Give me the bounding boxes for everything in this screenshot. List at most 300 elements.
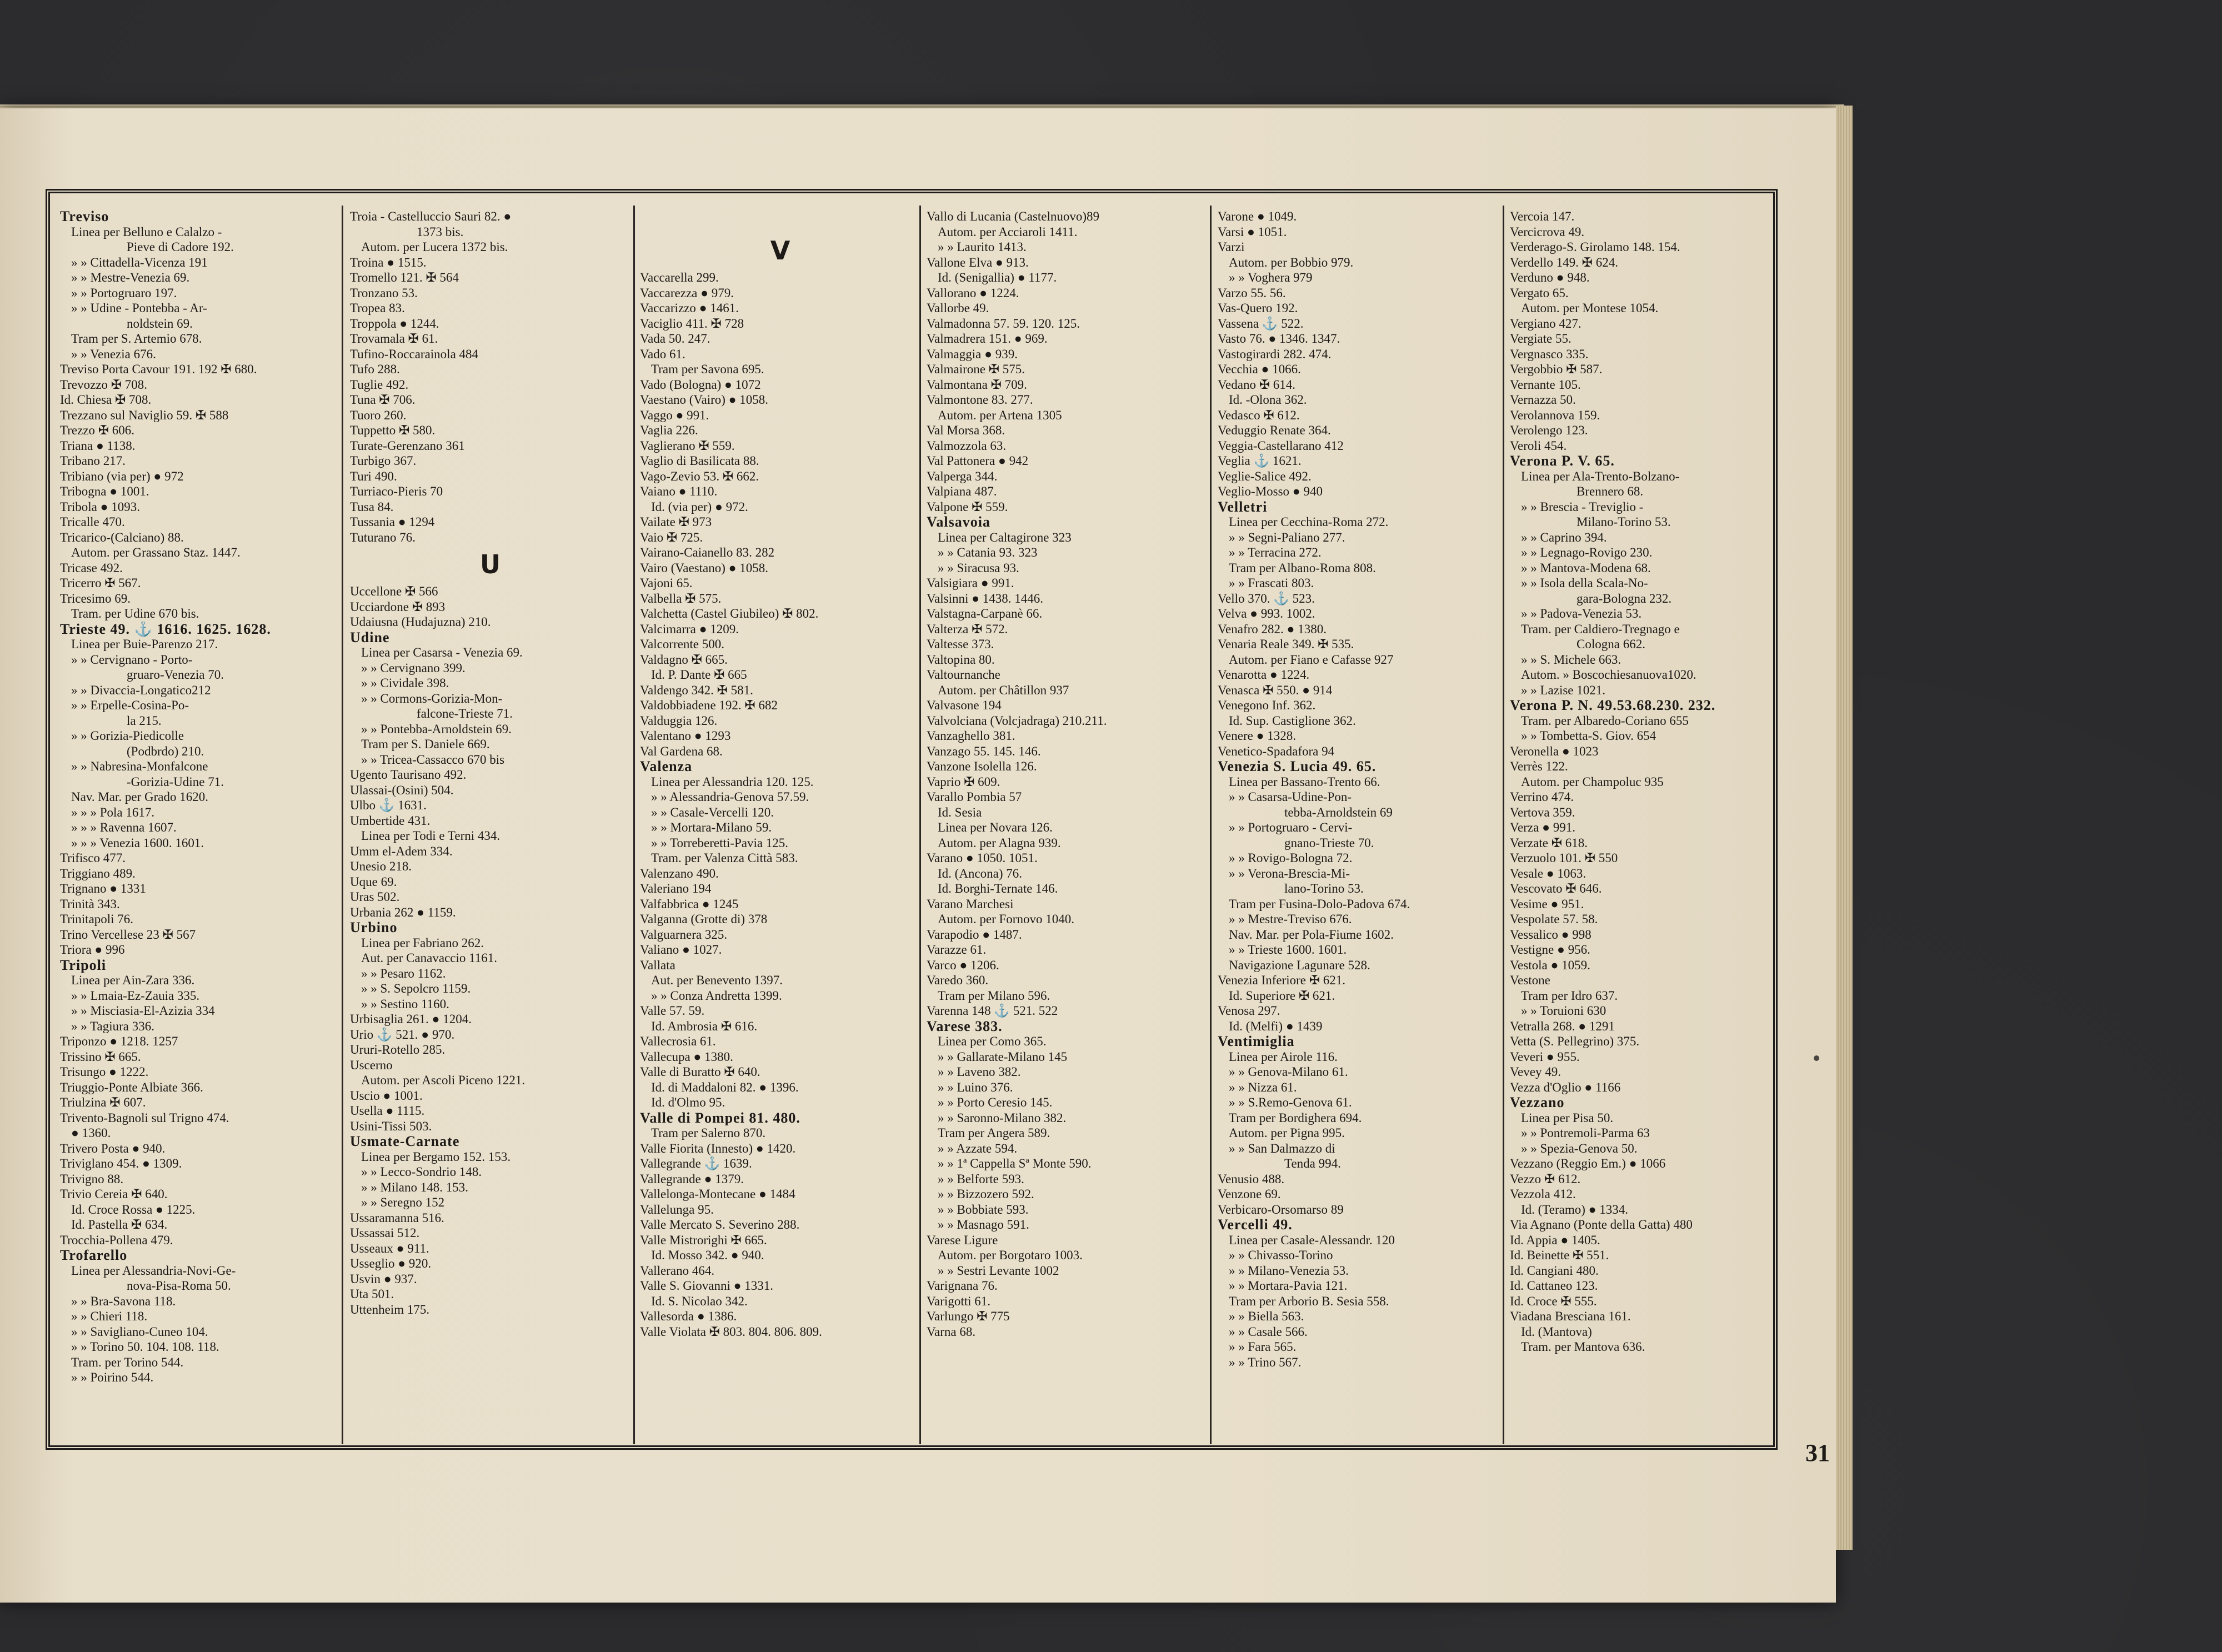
index-entry: Vaciglio 411. ✠ 728 (640, 316, 744, 331)
index-entry: Vanzago 55. 145. 146. (927, 744, 1041, 758)
index-entry: Venosa 297. (1218, 1004, 1280, 1018)
index-entry: Id. Pastella ✠ 634. (71, 1218, 168, 1232)
index-entry: Triuggio-Ponte Albiate 366. (60, 1080, 203, 1094)
entry-heading: Ventimiglia (1218, 1034, 1295, 1049)
index-entry: Venzone 69. (1218, 1187, 1281, 1201)
index-entry: » » Casale-Vercelli 120. (651, 805, 774, 819)
index-entry: Valpiana 487. (927, 484, 997, 498)
index-entry: » » Sestri Levante 1002 (938, 1263, 1059, 1278)
index-entry: gnano-Trieste 70. (1284, 835, 1374, 850)
index-entry: Tricase 492. (60, 560, 123, 575)
index-entry: Tuppetto ✠ 580. (350, 423, 436, 437)
index-entry: Valeriano 194 (640, 882, 712, 895)
index-entry: Valmaggia ● 939. (927, 347, 1018, 361)
index-entry: » » Nizza 61. (1229, 1080, 1297, 1094)
index-entry: » » Cittadella-Vicenza 191 (71, 255, 208, 269)
index-entry: Autom. » Boscochiesanuova1020. (1521, 668, 1696, 682)
index-entry: Tufo 288. (350, 362, 400, 376)
index-entry: Linea per Todi e Terni 434. (361, 829, 501, 843)
index-entry: » » Fara 565. (1229, 1340, 1297, 1354)
index-entry: » » Tombetta-S. Giov. 654 (1521, 729, 1657, 743)
index-entry: Tram. per Mantova 636. (1521, 1340, 1645, 1354)
index-entry: » » Mestre-Treviso 676. (1229, 912, 1352, 926)
index-entry: Vedano ✠ 614. (1218, 377, 1295, 392)
index-entry: Ulassai-(Osini) 504. (350, 783, 454, 797)
entry-heading: Verona P. N. 49.53.68.230. 232. (1510, 698, 1716, 713)
entry-heading: Tripoli (60, 957, 107, 973)
index-entry: » » Alessandria-Genova 57.59. (651, 790, 809, 804)
column-rule (1210, 206, 1212, 1444)
index-entry: Venusio 488. (1218, 1172, 1285, 1186)
index-entry: Valcimarra ● 1209. (640, 622, 739, 636)
index-entry: Uccellone ✠ 566 (350, 584, 438, 598)
index-entry: » » San Dalmazzo di (1229, 1141, 1335, 1155)
index-entry: » » Trieste 1600. 1601. (1229, 943, 1347, 957)
index-entry: Id. Sesia (938, 805, 982, 819)
index-entry: » » Isola della Scala-No- (1521, 576, 1648, 590)
index-entry: Vescovato ✠ 646. (1510, 882, 1602, 895)
index-entry: Trivigno 88. (60, 1172, 124, 1186)
index-entry: Tribiano (via per) ● 972 (60, 469, 184, 483)
index-entry: Vestone (1510, 973, 1550, 987)
index-entry: » » Cervignano - Porto- (71, 652, 193, 667)
index-entry: Veduggio Renate 364. (1218, 423, 1331, 437)
index-entry: Vercicrova 49. (1510, 224, 1585, 239)
index-entry: Valsinni ● 1438. 1446. (927, 591, 1044, 605)
index-entry: Varigotti 61. (927, 1294, 990, 1308)
index-entry: Id. Mosso 342. ● 940. (651, 1248, 764, 1262)
index-entry: » » S.Remo-Genova 61. (1229, 1095, 1352, 1109)
index-entry: Id. Cangiani 480. (1510, 1263, 1599, 1278)
index-entry: Valvolciana (Volcjadraga) 210.211. (927, 713, 1107, 728)
index-entry: Verolengo 123. (1510, 423, 1588, 437)
entry-heading: Valsavoia (927, 514, 990, 530)
index-entry: Vaprio ✠ 609. (927, 774, 1000, 789)
index-entry: Id. Croce Rossa ● 1225. (71, 1202, 196, 1217)
index-entry: Verolannova 159. (1510, 408, 1600, 422)
index-entry: lano-Torino 53. (1284, 882, 1364, 895)
index-entry: nova-Pisa-Roma 50. (127, 1279, 231, 1293)
index-entry: Valle Mistrorighi ✠ 665. (640, 1233, 767, 1247)
index-entry: Valtopina 80. (927, 652, 995, 667)
index-entry: » » Casale 566. (1229, 1324, 1308, 1339)
index-entry: Autom. per Montese 1054. (1521, 301, 1659, 315)
index-entry: Id. (Mantova) (1521, 1324, 1592, 1339)
index-entry: » » Siracusa 93. (938, 560, 1019, 575)
index-entry: Val Morsa 368. (927, 423, 1005, 437)
index-entry: Trisungo ● 1222. (60, 1065, 149, 1079)
index-entry: Vallo di Lucania (Castelnuovo)89 (927, 209, 1100, 223)
index-entry: Venegono Inf. 362. (1218, 698, 1316, 712)
index-entry: » » Mantova-Modena 68. (1521, 560, 1651, 575)
index-entry: Cologna 662. (1577, 637, 1645, 651)
index-entry: Vallorbe 49. (927, 301, 989, 315)
index-entry: Vaglio di Basilicata 88. (640, 454, 759, 468)
index-entry: Tricesimo 69. (60, 591, 131, 605)
index-entry: Autom. per Acciaroli 1411. (938, 224, 1078, 239)
index-entry: Triana ● 1138. (60, 438, 136, 453)
index-entry: Vallelunga 95. (640, 1202, 714, 1217)
index-entry: Trissino ✠ 665. (60, 1049, 141, 1064)
index-entry: Valcorrente 500. (640, 637, 724, 651)
index-entry: Usvin ● 937. (350, 1271, 417, 1286)
index-entry: Valmairone ✠ 575. (927, 362, 1025, 376)
index-entry: Vessalico ● 998 (1510, 927, 1592, 942)
index-entry: » » Laveno 382. (938, 1065, 1021, 1079)
index-entry: Vaglia 226. (640, 423, 698, 437)
index-entry: Urio ⚓ 521. ● 970. (350, 1027, 455, 1042)
index-entry: Venere ● 1328. (1218, 729, 1296, 743)
index-entry: » » Luino 376. (938, 1080, 1013, 1094)
index-entry: Tuturano 76. (350, 530, 416, 544)
index-entry: Linea per Belluno e Calalzo - (71, 224, 222, 239)
index-entry: Vergnasco 335. (1510, 347, 1589, 361)
index-entry: Turbigo 367. (350, 454, 417, 468)
index-entry: » » Mortara-Milano 59. (651, 820, 772, 834)
index-entry: Turriaco-Pieris 70 (350, 484, 443, 498)
index-entry: » » S. Michele 663. (1521, 652, 1622, 667)
index-entry: Id. S. Nicolao 342. (651, 1294, 748, 1308)
index-entry: Valtournanche (927, 668, 1000, 682)
index-entry: Linea per Casale-Alessandr. 120 (1229, 1233, 1395, 1247)
index-entry: Valdengo 342. ✠ 581. (640, 683, 753, 697)
index-entry: Vado (Bologna) ● 1072 (640, 377, 761, 392)
index-entry: Vaglierano ✠ 559. (640, 438, 735, 453)
index-entry: Linea per Casarsa - Venezia 69. (361, 645, 523, 659)
page-number: 31 (1805, 1439, 1830, 1466)
index-entry: Vercoia 147. (1510, 209, 1575, 223)
index-entry: Val Pattonera ● 942 (927, 454, 1029, 468)
index-entry: Ucciardone ✠ 893 (350, 599, 446, 614)
index-entry: Valmontone 83. 277. (927, 393, 1033, 407)
index-entry: Tribogna ● 1001. (60, 484, 149, 498)
index-entry: Verderago-S. Girolamo 148. 154. (1510, 240, 1680, 254)
index-entry: Varsi ● 1051. (1218, 224, 1287, 239)
index-entry: » » Voghera 979 (1229, 271, 1313, 284)
index-entry: Autom. per Ascoli Piceno 1221. (361, 1073, 526, 1087)
index-entry: » » Poirino 544. (71, 1370, 154, 1384)
index-entry: Tusa 84. (350, 499, 394, 514)
entry-heading: Velletri (1218, 499, 1268, 514)
index-entry: » » Conza Andretta 1399. (651, 988, 782, 1003)
index-column-4 (927, 209, 1207, 1442)
index-entry: Vezza d'Oglio ● 1166 (1510, 1080, 1621, 1094)
index-entry: Vaio ✠ 725. (640, 530, 703, 544)
index-entry: » » Portogruaro - Cervi- (1229, 820, 1353, 834)
index-entry: Venezia Inferiore ✠ 621. (1218, 973, 1345, 987)
index-entry: ● 1360. (71, 1126, 111, 1140)
index-entry: Vetta (S. Pellegrino) 375. (1510, 1034, 1640, 1048)
index-entry: Linea per Airole 116. (1229, 1049, 1338, 1064)
index-entry: Via Agnano (Ponte della Gatta) 480 (1510, 1218, 1693, 1232)
entry-heading: Trofarello (60, 1248, 128, 1263)
index-entry: Tram per S. Daniele 669. (361, 737, 490, 751)
index-entry: Valle Mercato S. Severino 288. (640, 1218, 800, 1232)
index-entry: Id. Appia ● 1405. (1510, 1233, 1600, 1247)
index-entry: Varedo 360. (927, 973, 989, 987)
index-entry: Tram per Angera 589. (938, 1126, 1050, 1140)
index-entry: Trivero Posta ● 940. (60, 1141, 166, 1155)
index-column-6 (1510, 209, 1790, 1442)
index-entry: Tussania ● 1294 (350, 515, 435, 529)
index-entry: Trino Vercellese 23 ✠ 567 (60, 927, 196, 942)
index-entry: Troppola ● 1244. (350, 316, 439, 331)
index-entry: » » Portogruaro 197. (71, 286, 177, 300)
index-entry: Vajoni 65. (640, 576, 693, 590)
index-entry: Udaiusna (Hudajuzna) 210. (350, 615, 491, 629)
index-entry: Vello 370. ⚓ 523. (1218, 591, 1315, 605)
index-entry: Tricalle 470. (60, 515, 125, 529)
index-entry: » » Biella 563. (1229, 1309, 1304, 1323)
index-entry: Varignana 76. (927, 1279, 998, 1293)
index-entry: Tricerro ✠ 567. (60, 576, 141, 590)
index-entry: » » Segni-Paliano 277. (1229, 530, 1345, 544)
index-entry: Troina ● 1515. (350, 255, 427, 269)
index-entry: Tram per Savona 695. (651, 362, 764, 376)
index-entry: Tram. per Torino 544. (71, 1355, 184, 1369)
index-column-5 (1218, 209, 1498, 1442)
index-entry: Varzo 55. 56. (1218, 286, 1286, 300)
index-entry: Valle Violata ✠ 803. 804. 806. 809. (640, 1324, 822, 1339)
index-entry: Val Gardena 68. (640, 744, 723, 758)
index-entry: Valentano ● 1293 (640, 729, 731, 743)
index-entry: Venarotta ● 1224. (1218, 668, 1310, 682)
index-entry: Vestigne ● 956. (1510, 943, 1590, 957)
index-entry: Id. d'Olmo 95. (651, 1095, 725, 1109)
section-letter: U (479, 549, 501, 579)
index-entry: Triora ● 996 (60, 943, 125, 957)
index-entry: Linea per Pisa 50. (1521, 1110, 1614, 1125)
index-entry: Id. Sup. Castiglione 362. (1229, 713, 1356, 728)
index-entry: Valfabbrica ● 1245 (640, 897, 739, 911)
index-entry: Vergato 65. (1510, 286, 1569, 300)
index-entry: Ulbo ⚓ 1631. (350, 798, 427, 812)
index-entry: Valmozzola 63. (927, 438, 1007, 453)
index-entry: » » Savigliano-Cuneo 104. (71, 1324, 208, 1339)
index-entry: Linea per Bassano-Trento 66. (1229, 774, 1380, 789)
index-entry: Tribano 217. (60, 454, 126, 468)
column-rule (342, 206, 343, 1444)
index-entry: Verbicaro-Orsomarso 89 (1218, 1202, 1344, 1217)
index-entry: Valguarnera 325. (640, 927, 728, 942)
index-entry: Valterza ✠ 572. (927, 622, 1008, 636)
index-entry: Valdagno ✠ 665. (640, 652, 728, 667)
index-entry: Urbisaglia 261. ● 1204. (350, 1012, 472, 1026)
index-entry: Uque 69. (350, 874, 397, 889)
index-entry: » » S. Sepolcro 1159. (361, 982, 471, 995)
index-entry: Id. -Olona 362. (1229, 393, 1307, 407)
index-entry: Vesime ● 951. (1510, 897, 1584, 911)
index-entry: » » Toruioni 630 (1521, 1004, 1607, 1018)
index-entry: Linea per Fabriano 262. (361, 935, 484, 950)
index-entry: » » Lecco-Sondrio 148. (361, 1165, 482, 1179)
index-entry: Id. Chiesa ✠ 708. (60, 393, 152, 407)
index-entry: Nav. Mar. per Grado 1620. (71, 790, 208, 804)
index-entry: Tuoro 260. (350, 408, 407, 422)
index-entry: Tram per Salerno 870. (651, 1126, 766, 1140)
page-stack-edge (1836, 106, 1853, 1550)
index-entry: Id. (via per) ● 972. (651, 499, 748, 514)
index-entry: Verza ● 991. (1510, 820, 1575, 834)
index-entry: Varna 68. (927, 1324, 976, 1339)
index-entry: Linea per Alessandria 120. 125. (651, 774, 814, 789)
index-entry: Usini-Tissi 503. (350, 1119, 432, 1133)
index-entry: Vertova 359. (1510, 805, 1575, 819)
index-entry: » » Gallarate-Milano 145 (938, 1049, 1068, 1064)
index-entry: Autom. per Artena 1305 (938, 408, 1062, 422)
index-entry: Id. Borghi-Ternate 146. (938, 882, 1058, 895)
index-entry: » » Torino 50. 104. 108. 118. (71, 1340, 219, 1354)
index-entry: Trezzano sul Naviglio 59. ✠ 588 (60, 408, 229, 422)
index-entry: Autom. per Bobbio 979. (1229, 255, 1354, 269)
index-entry: Uta 501. (350, 1287, 394, 1301)
index-entry: Valle 57. 59. (640, 1004, 705, 1018)
index-entry: Id. (Teramo) ● 1334. (1521, 1202, 1629, 1217)
index-entry: Verduno ● 948. (1510, 271, 1590, 284)
entry-heading: Vezzano (1510, 1095, 1565, 1110)
index-entry: Veroli 454. (1510, 438, 1567, 453)
index-entry: Aut. per Canavaccio 1161. (361, 951, 498, 965)
index-entry: Veveri ● 955. (1510, 1049, 1580, 1064)
index-entry: Valsigiara ● 991. (927, 576, 1014, 590)
index-entry: Viadana Bresciana 161. (1510, 1309, 1631, 1323)
index-entry: Verzate ✠ 618. (1510, 835, 1588, 850)
index-entry: Veglio-Mosso ● 940 (1218, 484, 1323, 498)
index-entry: gruaro-Venezia 70. (127, 668, 224, 682)
index-entry: » » Caprino 394. (1521, 530, 1607, 544)
index-entry: Id. Croce ✠ 555. (1510, 1294, 1597, 1308)
index-entry: Tram per S. Artemio 678. (71, 332, 202, 346)
index-entry: Valperga 344. (927, 469, 998, 483)
index-entry: Autom. per Alagna 939. (938, 835, 1061, 850)
index-entry: » » Lazise 1021. (1521, 683, 1606, 697)
index-entry: » » Sestino 1160. (361, 997, 449, 1011)
index-entry: Linea per Bergamo 152. 153. (361, 1149, 511, 1164)
index-entry: Varallo Pombia 57 (927, 790, 1022, 804)
index-entry: » » Venezia 676. (71, 347, 156, 361)
index-entry: » » Spezia-Genova 50. (1521, 1141, 1638, 1155)
index-entry: Veronella ● 1023 (1510, 744, 1599, 758)
index-entry: » » Seregno 152 (361, 1195, 445, 1209)
index-entry: » » Erpelle-Cosina-Po- (71, 698, 189, 712)
index-entry: Tropea 83. (350, 301, 405, 315)
index-entry: Trevozzo ✠ 708. (60, 377, 148, 392)
entry-heading: Udine (350, 629, 390, 645)
index-entry: Linea per Ain-Zara 336. (71, 973, 195, 987)
index-entry: » » Legnago-Rovigo 230. (1521, 545, 1653, 559)
entry-heading: Varese 383. (927, 1018, 1003, 1034)
entry-heading: Trieste 49. ⚓ 1616. 1625. 1628. (60, 621, 271, 637)
index-entry: Valstagna-Carpanè 66. (927, 607, 1043, 620)
index-column-2 (350, 209, 630, 1442)
index-entry: Autom. per Fornovo 1040. (938, 912, 1074, 926)
index-entry: Autom. per Champoluc 935 (1521, 774, 1664, 789)
index-entry: Vado 61. (640, 347, 685, 361)
index-entry: Vasto 76. ● 1346. 1347. (1218, 332, 1340, 346)
index-entry: Vallecupa ● 1380. (640, 1049, 733, 1064)
index-entry: Vas-Quero 192. (1218, 301, 1298, 315)
entry-heading: Treviso (60, 209, 109, 224)
index-entry: Trivento-Bagnoli sul Trigno 474. (60, 1110, 229, 1125)
index-entry: Vernante 105. (1510, 377, 1581, 392)
index-entry: » » Tagiura 336. (71, 1019, 154, 1033)
index-entry: gara-Bologna 232. (1577, 591, 1672, 605)
index-entry: Navigazione Lagunare 528. (1229, 958, 1370, 972)
index-entry: Tenda 994. (1284, 1157, 1341, 1170)
index-entry: Valtesse 373. (927, 637, 994, 651)
index-entry: Ugento Taurisano 492. (350, 768, 467, 782)
index-entry: Varano Marchesi (927, 897, 1014, 911)
entry-heading: Verona P. V. 65. (1510, 453, 1615, 469)
index-entry: Turate-Gerenzano 361 (350, 438, 465, 453)
index-entry: Brennero 68. (1577, 484, 1644, 498)
index-entry: Valmadrera 151. ● 969. (927, 332, 1048, 346)
index-entry: Vallecrosia 61. (640, 1034, 716, 1048)
index-entry: Vago-Zevio 53. ✠ 662. (640, 469, 759, 483)
index-entry: Vezzo ✠ 612. (1510, 1172, 1581, 1186)
index-entry: Pieve di Cadore 192. (127, 240, 234, 254)
index-entry: Id. (Melfi) ● 1439 (1229, 1019, 1323, 1033)
index-entry: Venetico-Spadafora 94 (1218, 744, 1335, 758)
index-entry: » » Catania 93. 323 (938, 545, 1038, 559)
index-entry: Milano-Torino 53. (1577, 515, 1671, 529)
index-entry: (Podbrdo) 210. (127, 744, 204, 758)
index-entry: Linea per Alessandria-Novi-Ge- (71, 1263, 236, 1278)
index-entry: » » Azzate 594. (938, 1141, 1018, 1155)
index-entry: Varzi (1218, 240, 1245, 254)
index-entry: Triulzina ✠ 607. (60, 1095, 146, 1109)
index-entry: » » Padova-Venezia 53. (1521, 607, 1642, 620)
index-entry: Linea per Ala-Trento-Bolzano- (1521, 469, 1680, 483)
index-entry: la 215. (127, 713, 162, 728)
index-entry: » » Pontebba-Arnoldstein 69. (361, 722, 512, 736)
index-entry: Valpone ✠ 559. (927, 499, 1008, 514)
index-entry: Vaccarezza ● 979. (640, 286, 734, 300)
index-entry: Vaestano (Vairo) ● 1058. (640, 393, 769, 407)
index-entry: falcone-Trieste 71. (417, 707, 513, 720)
index-entry: Varone ● 1049. (1218, 209, 1297, 223)
index-entry: Umbertide 431. (350, 813, 431, 828)
index-entry: » » Laurito 1413. (938, 240, 1027, 254)
index-entry: » » Casarsa-Udine-Pon- (1229, 790, 1352, 804)
index-entry: Vaccarizzo ● 1461. (640, 301, 739, 315)
index-entry: Tram per Bordighera 694. (1229, 1110, 1362, 1125)
index-entry: Id. P. Dante ✠ 665 (651, 668, 747, 682)
index-entry: Vallata (640, 958, 675, 972)
index-entry: Valenzano 490. (640, 866, 719, 880)
index-entry: Vallelonga-Montecane ● 1484 (640, 1187, 795, 1201)
index-entry: Vallone Elva ● 913. (927, 255, 1029, 269)
index-entry: » » 1ª Cappella Sª Monte 590. (938, 1157, 1092, 1170)
index-entry: Tram per Milano 596. (938, 988, 1050, 1003)
index-entry: » » Genova-Milano 61. (1229, 1065, 1348, 1079)
index-entry: Valle S. Giovanni ● 1331. (640, 1279, 774, 1293)
entry-heading: Valle di Pompei 81. 480. (640, 1110, 800, 1125)
index-entry: Autom. per Pigna 995. (1229, 1126, 1345, 1140)
index-entry: Tuna ✠ 706. (350, 393, 416, 407)
index-entry: » » Chieri 118. (71, 1309, 148, 1323)
index-entry: Verzuolo 101. ✠ 550 (1510, 851, 1618, 865)
index-entry: » » Mestre-Venezia 69. (71, 271, 190, 284)
index-entry: » » Lmaia-Ez-Zauia 335. (71, 988, 200, 1003)
index-entry: Tuglie 492. (350, 377, 409, 392)
index-entry: Vergobbio ✠ 587. (1510, 362, 1603, 376)
index-entry: Tufino-Roccarainola 484 (350, 347, 479, 361)
index-entry: Trinità 343. (60, 897, 120, 911)
index-entry: Vanzone Isolella 126. (927, 759, 1037, 773)
index-entry: Autom. per Borgotaro 1003. (938, 1248, 1083, 1262)
index-entry: Unesio 218. (350, 859, 412, 873)
